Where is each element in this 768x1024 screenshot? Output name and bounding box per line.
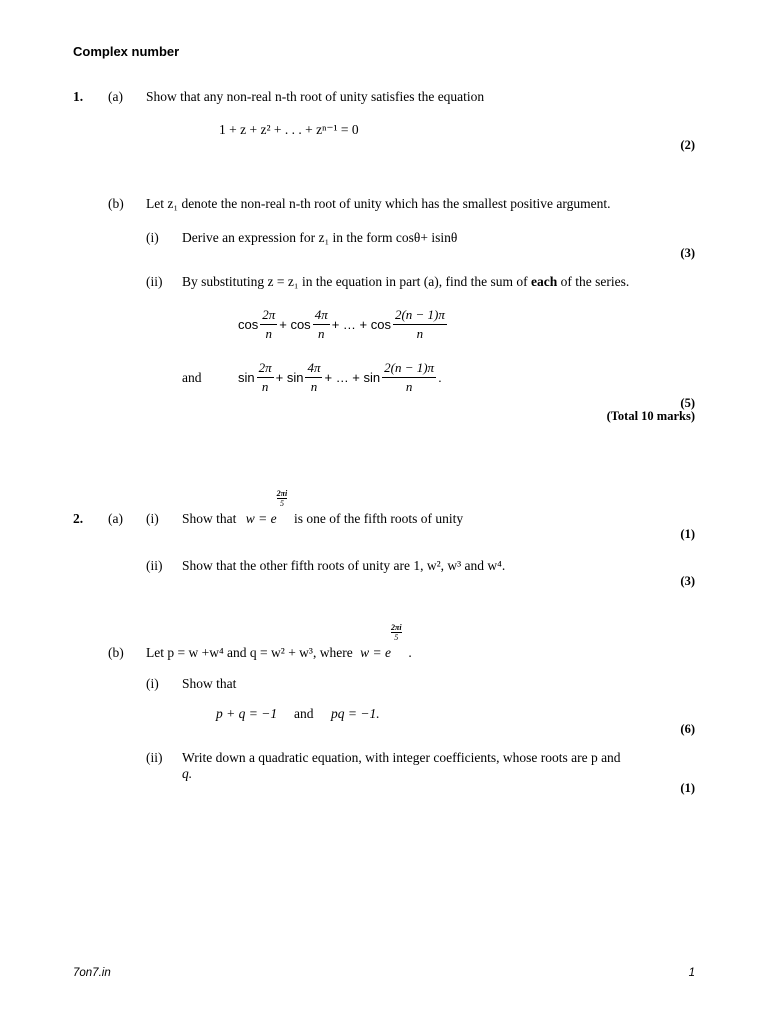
q1a-label: (a) [108, 89, 123, 104]
q1bii-text-bold: each [531, 274, 558, 289]
q1bii-marks: (5) [680, 396, 695, 410]
q1b-text: Let z₁ denote the non-real n-th root of unity which has the smallest positive argument. [146, 196, 611, 211]
q2bi-marks: (6) [680, 722, 695, 736]
q1a-text: Show that any non-real n-th root of unity satisfies the equation [146, 89, 485, 104]
q1b-label: (b) [108, 196, 124, 211]
q1bii-text [182, 274, 629, 290]
q1bii-label: (ii) [146, 274, 163, 289]
q1a-marks: (2) [680, 138, 695, 152]
q2ai-text-after: is one of the fifth roots of unity [294, 511, 464, 526]
q2bii-line2: q. [182, 766, 193, 781]
q2bi-label: (i) [146, 676, 159, 691]
q1a-equation: 1 + z + z² + . . . + zⁿ⁻¹ = 0 [219, 122, 359, 137]
cos-series-formula: cos $\frac{2\pi}{n}$ + cos $\frac{4\pi}{n}$ + … + cos $\frac{2(n - 1)\pi}{n}$ [238, 307, 445, 341]
sin-series-formula: sin $\frac{2\pi}{n}$ + sin $\frac{4\pi}{n}$ + … + sin $\frac{2(n - 1)\pi}{n}$ . [238, 360, 442, 394]
q2bi-and: and [294, 706, 314, 721]
and-label: and [182, 370, 202, 385]
q2b-label: (b) [108, 645, 124, 660]
q2-number: 2. [73, 511, 84, 526]
q2b-text-row: Let p = w +w⁴ and q = w² + w³, where w = e $\frac{2\pi i}{5}$ . [146, 623, 412, 660]
q1bi-marks: (3) [680, 246, 695, 260]
q1bi-text: Derive an expression for z₁ in the form cosθ+ isinθ [182, 230, 458, 245]
q2ai-text: Show that w = e $\frac{2\pi i}{5}$ is one of the fifth roots of unity [182, 489, 464, 526]
q2a-label: (a) [108, 511, 123, 526]
q2bi-eq1: p + q = −1 [216, 706, 278, 721]
q2ai-text-before: Show that [182, 511, 237, 526]
q2aii-marks: (3) [680, 574, 695, 588]
q2bii-label: (ii) [146, 750, 163, 765]
q1bii-text-after: of the series. [560, 274, 630, 289]
q2bi-text: Show that [182, 676, 237, 691]
page-title: Complex number [73, 44, 180, 59]
q2bii-line1: Write down a quadratic equation, with integer coefficients, whose roots are p and [182, 750, 621, 765]
footer-source: 7on7.in [73, 967, 111, 979]
q2bii-marks: (1) [680, 781, 695, 795]
q2b-text: Let p = w +w⁴ and q = w² + w³, where [146, 645, 353, 660]
q2aii-text: Show that the other fifth roots of unity are 1, w², w³ and w⁴. [182, 558, 506, 573]
q2ai-marks: (1) [680, 527, 695, 541]
q2bi-eq2: pq = −1. [331, 706, 380, 721]
q2ai-label: (i) [146, 511, 159, 526]
q1-number: 1. [73, 89, 84, 104]
q1bii-text-before: By substituting z = z₁ in the equation in part (a), find the sum of [182, 274, 528, 289]
q1-total-marks: (Total 10 marks) [606, 409, 695, 423]
q2aii-label: (ii) [146, 558, 163, 573]
page-number: 1 [688, 967, 695, 979]
q1bi-label: (i) [146, 230, 159, 245]
